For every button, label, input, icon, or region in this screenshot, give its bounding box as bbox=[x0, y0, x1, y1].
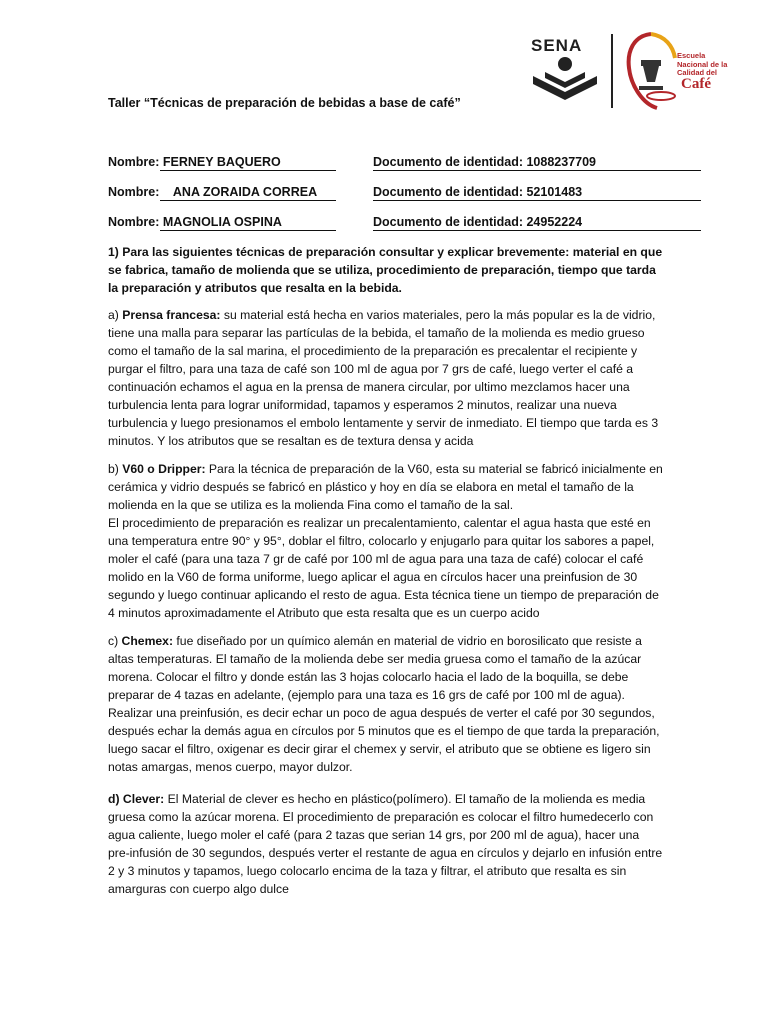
participant-row bbox=[108, 215, 583, 229]
document-field bbox=[373, 155, 596, 169]
name-underline bbox=[160, 200, 336, 201]
section-text: Para la técnica de preparación de la V60, esta su material se fabricó inicialmente en cerámica y vidrio después se fabricó en plástico y hoy en día se elabora en metal el tamaño de la molienda en la que se utiliza es la molienda Fina como el tamaño de la sal. bbox=[108, 462, 663, 512]
escuela-label: Escuela Nacional de la Calidad del bbox=[677, 51, 728, 77]
document-label: Documento de identidad: bbox=[373, 155, 523, 169]
name-label: Nombre: bbox=[108, 185, 160, 199]
document-label: Documento de identidad: bbox=[373, 185, 523, 199]
name-label: Nombre: bbox=[108, 215, 160, 229]
sena-logo bbox=[525, 32, 605, 107]
document-number: 52101483 bbox=[526, 185, 583, 199]
sena-wordmark: SENA bbox=[531, 36, 583, 55]
section-heading: Prensa francesa: bbox=[122, 308, 221, 322]
participant-name: ANA ZORAIDA CORREA bbox=[172, 185, 318, 199]
document-label: Documento de identidad: bbox=[373, 215, 523, 229]
document-underline bbox=[373, 170, 701, 171]
document-field bbox=[373, 185, 582, 199]
name-underline bbox=[160, 230, 336, 231]
section-prefix: a) bbox=[108, 308, 119, 322]
section-prefix: b) bbox=[108, 462, 119, 476]
section-text: El Material de clever es hecho en plástico(polímero). El tamaño de la molienda es media gruesa como la azúcar morena. El procedimiento de preparación es colocar el filtro humedecerlo con agua caliente, luego moler el café (para 2 tazas que serian 14 grs, por 200 ml de agua), hacer una pre-infusión de 30 segundos, después verter el restante de agua en círculos y dejarlo en infusión entre 2 y 3 minutos y tapamos, luego colocarlo encima de la taza y filtrar, el atributo que resalta es sin amarguras con cuerpo algo dulce bbox=[108, 792, 663, 896]
section-a-prensa-francesa bbox=[108, 306, 663, 450]
document-field bbox=[373, 215, 582, 229]
question-text: Para las siguientes técnicas de preparación consultar y explicar brevemente: material en que se fabrica, tamaño de molienda que se utiliza, procedimiento de preparación, tiempo que tarda la preparación y atributos que resalta en la bebida. bbox=[108, 245, 663, 295]
document-underline bbox=[373, 200, 701, 201]
escuela-cafe-logo bbox=[623, 30, 733, 112]
header-logos bbox=[525, 30, 730, 112]
document-underline bbox=[373, 230, 701, 231]
participant-name: MAGNOLIA OSPINA bbox=[162, 215, 282, 229]
section-heading: Chemex: bbox=[121, 634, 174, 648]
section-c-chemex bbox=[108, 632, 663, 776]
section-d-clever bbox=[108, 790, 663, 898]
name-underline bbox=[160, 170, 336, 171]
page-title: Taller “Técnicas de preparación de bebidas a base de café” bbox=[108, 96, 461, 110]
participant-row bbox=[108, 155, 597, 169]
document-number: 24952224 bbox=[526, 215, 583, 229]
coffee-cup-emblem-icon bbox=[623, 30, 679, 110]
document-number: 1088237709 bbox=[526, 155, 597, 169]
escuela-cafe-label: Café bbox=[681, 76, 711, 92]
participant-row bbox=[108, 185, 583, 199]
logo-divider bbox=[611, 34, 613, 108]
section-b-v60-dripper bbox=[108, 460, 663, 622]
question-number: 1) bbox=[108, 245, 119, 259]
participant-name: FERNEY BAQUERO bbox=[162, 155, 281, 169]
name-label: Nombre: bbox=[108, 155, 160, 169]
section-prefix: c) bbox=[108, 634, 119, 648]
section-prefix: d) bbox=[108, 792, 120, 806]
question-1 bbox=[108, 243, 663, 297]
section-text: fue diseñado por un químico alemán en material de vidrio en borosilicato que resiste a altas temperaturas. El tamaño de la molienda debe ser media gruesa como el tamaño de la azúcar morena. Colocar el filtro y donde están las 3 hojas colocarlo hacia el lado de la boquilla, se debe preparar de 4 tazas en adelante, (ejemplo para una taza es 16 grs de café por 100 ml de agua). Realizar una preinfusión, es decir echar un poco de agua después de verter el café por 30 segundos, después echar la demás agua en círculos por 5 minutos que es el tiempo de que tarda la preparación, luego sacar el filtro, oxigenar es decir girar el chemex y servir, el atributo que se obtiene es ligero sin notas amargas, menos cuerpo, mayor dulzor. bbox=[108, 634, 660, 774]
section-text-continued: El procedimiento de preparación es realizar un precalentamiento, calentar el agua hasta que esté en una temperatura entre 90° y 95°, doblar el filtro, colocarlo y enjugarlo para quitar los sabores a papel, moler el café (para una taza 7 gr de café por 100 ml de agua para una taza de café) colocar el café molido en la V60 de forma uniforme, luego aplicar el agua en círculos hacer una preinfusion de 30 segundo y luego continuar aplicando el resto de agua. Esta técnica tiene un tiempo de preparación de 4 minutos aproximadamente el Atributo que esta resalta que es un cuerpo acido bbox=[108, 516, 659, 620]
section-heading: V60 o Dripper: bbox=[122, 462, 206, 476]
sena-emblem-icon bbox=[525, 32, 605, 107]
section-text: su material está hecha en varios materiales, pero la más popular es la de vidrio, tiene una malla para separar las partículas de la bebida, el tamaño de la molienda es medio grueso como el tamaño de la sal marina, el procedimiento de la preparación es precalentar el recipiente y purgar el filtro, para una taza de café son 100 ml de agua por 7 grs de café, luego verter el café a continuación echamos el agua en la prensa de manera circular, por ultimo mezclamos hacer una turbulencia lenta para lograr uniformidad, tapamos y esperamos 2 minutos, realizar una nueva turbulencia y luego presionamos el embolo lentamente y servir de inmediato. El tiempo que tarda es 3 minutos. Y los atributos que se resaltan es de textura densa y acida bbox=[108, 308, 659, 448]
section-heading: Clever: bbox=[122, 792, 165, 806]
